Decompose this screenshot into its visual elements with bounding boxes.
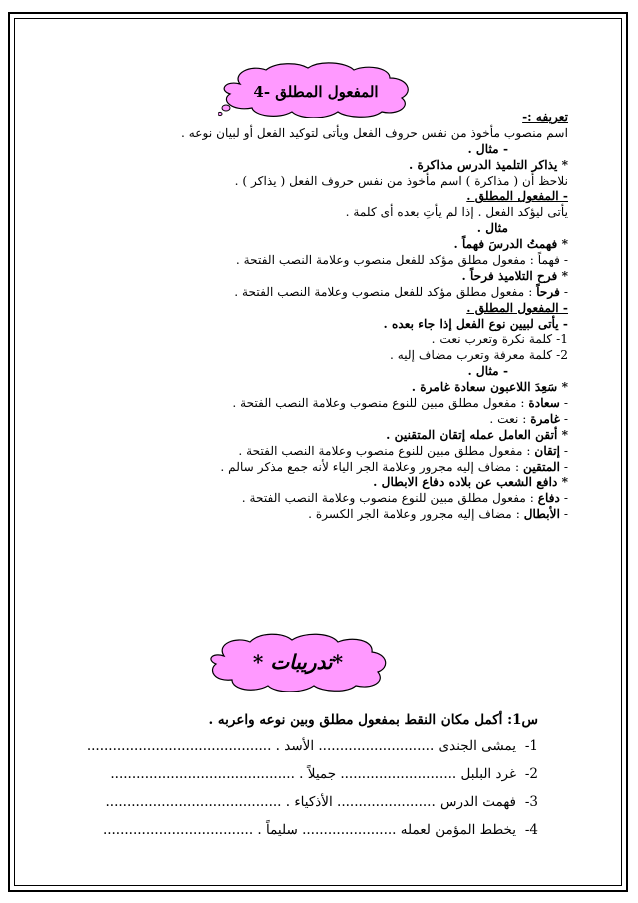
training-heading: * تدريبات* xyxy=(252,650,344,674)
parse-line: - فرحاً : مفعول مطلق مؤكد للفعل منصوب وعلامة النصب الفتحة . xyxy=(234,284,568,299)
example-sentence: * دافع الشعب عن بلاده دفاع الابطال . xyxy=(373,475,568,490)
example-label: - مثال . xyxy=(467,364,508,379)
parse-text: : مفعول مطلق مؤكد للفعل منصوب وعلامة النصب الفتحة . xyxy=(235,253,534,268)
parse-line: - سعادة : مفعول مطلق مبين للنوع منصوب وعلامة النصب الفتحة . xyxy=(232,396,568,411)
exercise-item xyxy=(60,732,538,760)
section-text: - يأتى لبيين نوع الفعل إذا جاء بعده . xyxy=(383,316,568,331)
example-label: مثال . xyxy=(476,221,508,236)
parse-line: - فهماً : مفعول مطلق مؤكد للفعل منصوب وعلامة النصب الفتحة . xyxy=(235,253,568,268)
parsed-word: دفاع xyxy=(537,491,560,506)
training-cloud xyxy=(206,632,390,692)
parsed-word: فرحاً xyxy=(536,284,560,299)
exercise-item xyxy=(60,788,538,816)
parsed-word: الأبطال xyxy=(523,507,560,522)
exercise-text: يخطط المؤمن لعمله ...................... سليماً . ................................... xyxy=(102,822,516,838)
parse-line: - الأبطال : مضاف إليه مجرور وعلامة الجر الكسرة . xyxy=(308,507,568,522)
parse-line: - دفاع : مفعول مطلق مبين للنوع منصوب وعلامة النصب الفتحة . xyxy=(241,491,568,506)
exercise-question: س1: أكمل مكان النقط بمفعول مطلق وبين نوعه واعربه . xyxy=(208,712,538,728)
parsed-word: فهماً xyxy=(537,253,560,268)
parse-text: : مفعول مطلق مبين للنوع منصوب وعلامة النصب الفتحة . xyxy=(238,443,531,458)
parse-line: - غامرة : نعت . xyxy=(489,411,568,426)
case-item: 1- كلمة نكرة وتعرب نعت . xyxy=(431,332,568,347)
exercise-section xyxy=(60,708,538,844)
parsed-word: إتقان xyxy=(534,443,560,458)
exercise-text: فهمت الدرس ....................... الأذكياء . ......................................... xyxy=(105,794,516,810)
example-label: - مثال . xyxy=(467,141,508,156)
exercise-text: يمشى الجندى ........................... الأسد . ........................................... xyxy=(86,738,516,754)
exercise-number: 3- xyxy=(524,794,538,810)
parse-text: : مفعول مطلق مؤكد للفعل منصوب وعلامة النصب الفتحة . xyxy=(234,284,533,299)
parsed-word: غامرة xyxy=(530,411,560,426)
section-heading: - المفعول المطلق . xyxy=(466,300,568,315)
parse-text: : نعت . xyxy=(489,411,527,426)
parse-text: : مفعول مطلق مبين للنوع منصوب وعلامة النصب الفتحة . xyxy=(241,491,534,506)
parsed-word: المتقين xyxy=(523,459,560,474)
section-text: يأتى ليؤكد الفعل . إذا لم يأتِ بعده أى كلمة . xyxy=(345,205,568,220)
exercise-number: 1- xyxy=(524,738,538,754)
definition-text: اسم منصوب مأخوذ من نفس حروف الفعل ويأتى لتوكيد الفعل أو لبيان نوعه . xyxy=(180,125,568,140)
parsed-word: سعادة xyxy=(528,396,560,411)
section-heading: - المفعول المطلق . xyxy=(466,189,568,204)
parse-text: : مضاف إليه مجرور وعلامة الجر الياء لأنه جمع مذكر سالم . xyxy=(220,459,520,474)
parse-line: - المتقين : مضاف إليه مجرور وعلامة الجر الياء لأنه جمع مذكر سالم . xyxy=(220,459,568,474)
parse-text: : مضاف إليه مجرور وعلامة الجر الكسرة . xyxy=(308,507,520,522)
example-sentence: * فرح التلاميذ فرحاً . xyxy=(461,268,568,283)
example-sentence: * أتقن العامل عمله إتقان المتقنين . xyxy=(386,427,568,442)
example-sentence: * فهمتُ الدرسَ فهماً . xyxy=(453,237,568,252)
exercise-item xyxy=(60,760,538,788)
note-text: نلاحظ أن ( مذاكرة ) اسم مأخوذ من نفس حروف الفعل ( يذاكر ) . xyxy=(234,173,568,188)
exercise-item xyxy=(60,816,538,844)
page-title: 4- المفعول المطلق xyxy=(253,83,379,101)
example-sentence: * سَعِدَ اللاعبون سعادة غامرة . xyxy=(411,380,568,395)
definition-label: تعريفه :- xyxy=(522,110,568,124)
exercise-number: 4- xyxy=(524,822,538,838)
exercise-number: 2- xyxy=(524,766,538,782)
case-item: 2- كلمة معرفة وتعرب مضاف إليه . xyxy=(389,348,568,363)
parse-text: : مفعول مطلق مبين للنوع منصوب وعلامة النصب الفتحة . xyxy=(232,396,525,411)
exercise-text: غرد البلبل ........................... جميلاً . ........................................... xyxy=(110,766,516,782)
example-sentence: * يذاكر التلميذ الدرس مذاكرة . xyxy=(409,157,568,172)
parse-line: - إتقان : مفعول مطلق مبين للنوع منصوب وعلامة النصب الفتحة . xyxy=(238,443,568,458)
lesson-content xyxy=(40,110,568,523)
